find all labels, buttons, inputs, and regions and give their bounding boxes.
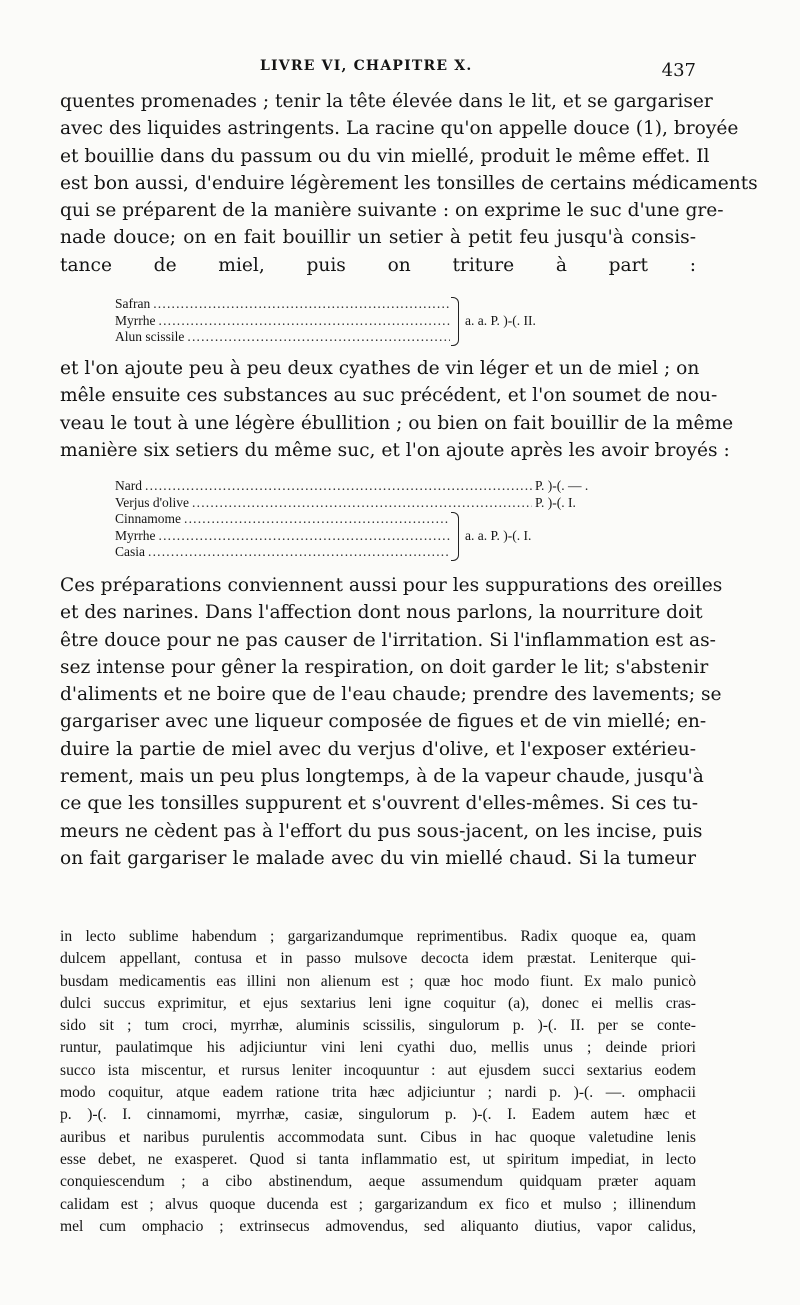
ingredient-name: Alun scissile: [115, 329, 185, 344]
leader-dots: [187, 329, 450, 346]
brace-bracket: [451, 512, 459, 561]
latin-line: conquiescendum ; a cibo abstinendum, aeque assumendum quidquam præter aquam: [60, 1173, 696, 1191]
ingredient-row: [115, 511, 450, 528]
ingredient-row: [115, 528, 450, 545]
text-line: ce que les tonsilles suppurent et s'ouvrent d'elles-mêmes. Si ces tu-: [60, 793, 699, 815]
ingredient-row: [115, 544, 450, 561]
text-line: meurs ne cèdent pas à l'effort du pus sous-jacent, on les incise, puis: [60, 820, 703, 842]
ingredient-quantity: a. a. P. )-(. II.: [465, 313, 536, 328]
latin-line: calidam est ; alvus quoque ducenda est ; gargarizandum ex fico et mulso ; illinendum: [60, 1195, 696, 1213]
latin-line: busdam medicamentis eas illini non alienum est ; quæ hoc modo fiunt. Ex malo punicò: [60, 972, 696, 990]
latin-line: dulci succus exprimitur, et ejus sextarius leni igne coquitur (a), donec ei mellis cras-: [60, 994, 696, 1012]
text-line: rement, mais un peu plus longtemps, à de la vapeur chaude, jusqu'à: [60, 766, 704, 788]
latin-line: in lecto sublime habendum ; gargarizandumque reprimentibus. Radix quoque ea, quam: [60, 928, 696, 945]
leader-dots: [184, 511, 450, 528]
page-number: 437: [661, 60, 696, 81]
leader-dots: [148, 544, 450, 561]
recipe-list-2: [115, 478, 615, 561]
text-line: est bon aussi, d'enduire légèrement les tonsilles de certains médicaments: [60, 172, 758, 194]
ingredient-name: Verjus d'olive: [115, 494, 190, 510]
latin-line: dulcem appellant, contusa et in passo mulsove decocta idem præstat. Leniterque qui-: [60, 950, 696, 968]
latin-line: succo ista miscentur, et rursus leniter incoquuntur : aut ejusdem succi sextarius eodem: [60, 1061, 696, 1079]
leader-dots: [159, 313, 451, 330]
brace-bracket: [451, 297, 459, 346]
text-line: duire la partie de miel avec du verjus d'olive, et l'exposer extérieu-: [60, 738, 696, 760]
text-line: nade douce; on en fait bouillir un setier à petit feu jusqu'à consis-: [60, 227, 696, 249]
ingredient-quantity: P. )-(. I.: [535, 494, 576, 510]
text-line: gargariser avec une liqueur composée de figues et de vin miellé; en-: [60, 711, 707, 733]
ingredient-quantity: a. a. P. )-(. I.: [465, 528, 532, 543]
text-line: tance de miel, puis on triture à part :: [60, 254, 696, 276]
latin-line: auribus et naribus purulentis accommodata sunt. Cibus in hac quoque valetudine lenis: [60, 1128, 696, 1146]
text-line: avec des liquides astringents. La racine qu'on appelle douce (1), broyée: [60, 118, 739, 140]
leader-dots: [145, 478, 532, 495]
paragraph-3: [60, 572, 723, 872]
leader-dots: [192, 495, 532, 512]
ingredient-name: Myrrhe: [115, 527, 156, 543]
ingredient-group: [115, 296, 615, 346]
recipe-list-1: [115, 296, 615, 346]
text-line: et bouillie dans du passum ou du vin miellé, produit le même effet. Il: [60, 145, 710, 167]
ingredient-row: [115, 313, 450, 330]
running-head: [60, 58, 700, 92]
latin-footnote-text: [60, 926, 696, 1238]
latin-line: mel cum omphacio ; extrinsecus admovendus, sed aliquanto diutius, vapor calidus,: [60, 1217, 696, 1235]
latin-line: modo coquitur, atque eadem ratione trita hæc adjiciuntur ; nardi p. )-(. —. omphacii: [60, 1084, 696, 1102]
ingredient-name: Safran: [115, 296, 151, 311]
leader-dots: [153, 296, 450, 313]
ingredient-name: Nard: [115, 478, 142, 493]
ingredient-row: [115, 329, 450, 346]
text-line: on fait gargariser le malade avec du vin miellé chaud. Si la tumeur: [60, 847, 696, 869]
paragraph-2: [60, 355, 734, 464]
latin-line: p. )-(. I. cinnamomi, myrrhæ, casiæ, singulorum p. )-(. I. Eadem autem hæc et: [60, 1106, 696, 1124]
text-line: qui se préparent de la manière suivante : on exprime le suc d'une gre-: [60, 200, 724, 222]
running-head-title: LIVRE VI, CHAPITRE X.: [260, 58, 473, 74]
text-line: être douce pour ne pas causer de l'irritation. Si l'inflammation est as-: [60, 629, 716, 651]
ingredient-name: Casia: [115, 544, 145, 559]
ingredient-name: Myrrhe: [115, 312, 156, 328]
text-line: et l'on ajoute peu à peu deux cyathes de vin léger et un de miel ; on: [60, 358, 700, 379]
leader-dots: [159, 528, 451, 545]
ingredient-row: [115, 478, 615, 495]
text-line: manière six setiers du même suc, et l'on ajoute après les avoir broyés :: [60, 439, 730, 461]
ingredient-row: [115, 495, 615, 512]
ingredient-row: [115, 296, 450, 313]
text-line: sez intense pour gêner la respiration, on doit garder le lit; s'abstenir: [60, 656, 709, 678]
text-line: et des narines. Dans l'affection dont nous parlons, la nourriture doit: [60, 602, 703, 624]
ingredient-name: Cinnamome: [115, 511, 181, 526]
latin-line: sido sit ; tum croci, myrrhæ, aluminis scissilis, singulorum p. )-(. II. per se conte-: [60, 1017, 696, 1035]
paragraph-1: [60, 88, 758, 279]
latin-line: esse debet, ne exasperet. Quod si tanta inflammatio est, ut spiritum impediat, in lecto: [60, 1150, 696, 1168]
text-line: quentes promenades ; tenir la tête élevée dans le lit, et se gargariser: [60, 91, 713, 112]
latin-line: runtur, paulatimque his adjiciuntur vini leni cyathi duo, mellis unus ; deinde priori: [60, 1039, 696, 1057]
text-line: veau le tout à une légère ébullition ; ou bien on fait bouillir de la même: [60, 412, 734, 434]
text-line: mêle ensuite ces substances au suc précédent, et l'on soumet de nou-: [60, 385, 718, 407]
text-line: d'aliments et ne boire que de l'eau chaude; prendre des lavements; se: [60, 684, 722, 706]
ingredient-quantity: P. )-(. — .: [535, 478, 589, 493]
text-line: Ces préparations conviennent aussi pour les suppurations des oreilles: [60, 575, 723, 596]
ingredient-group: [115, 511, 615, 561]
